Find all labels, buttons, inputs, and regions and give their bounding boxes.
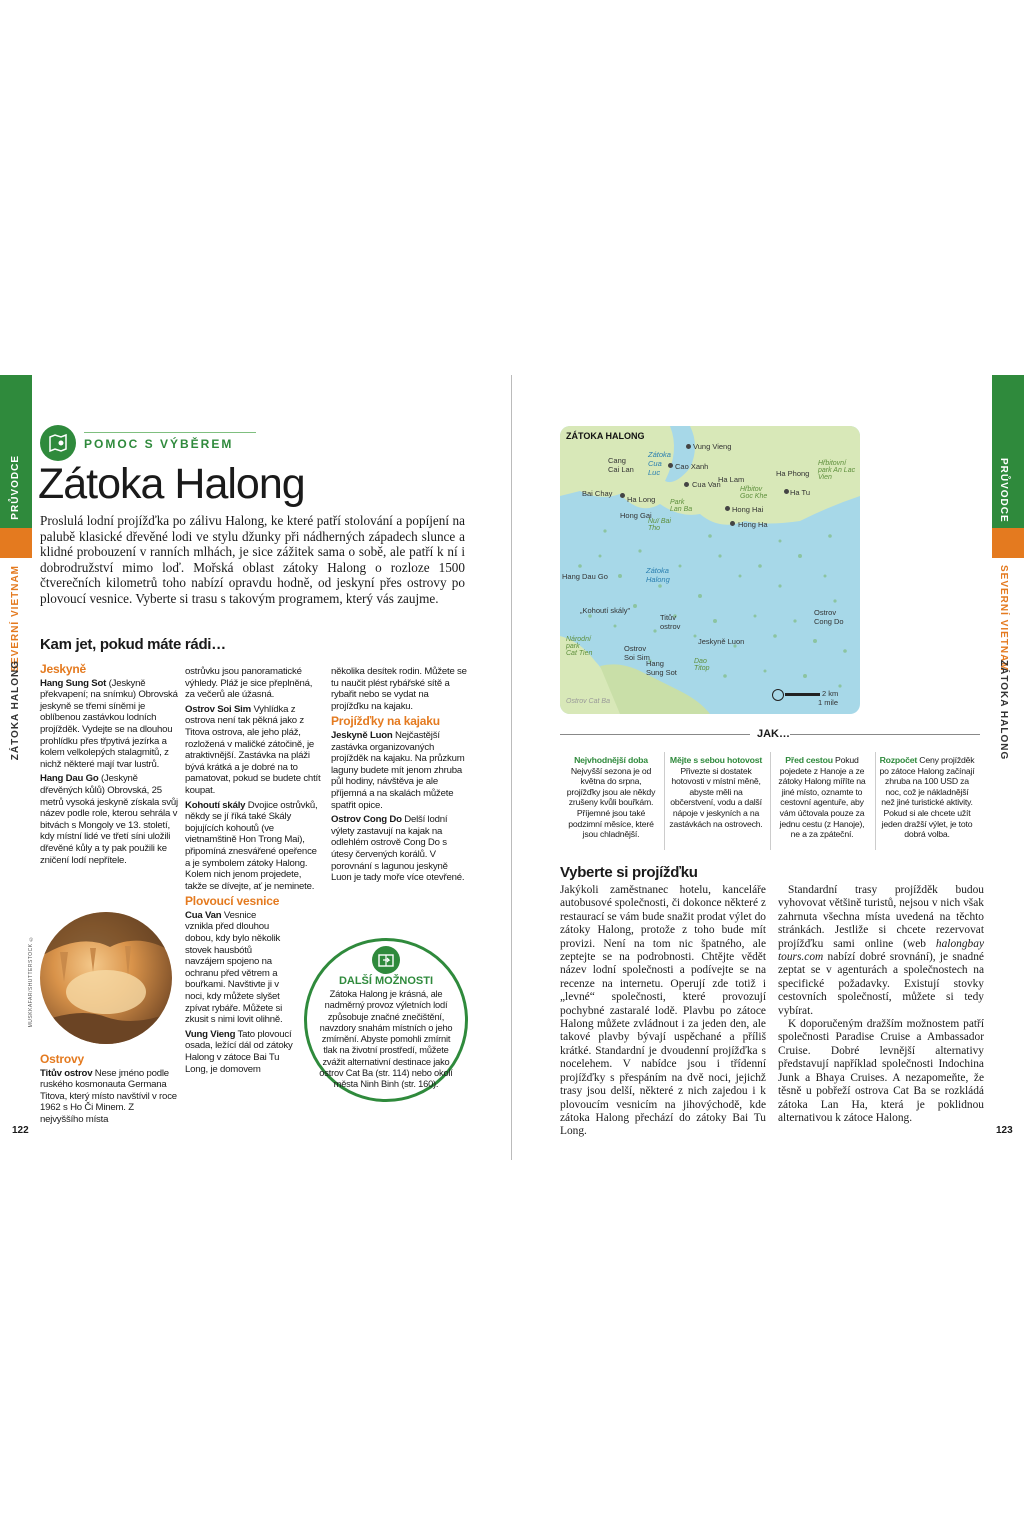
vyberte-right-p1b: nabízí dobré srovnání), je snadné zeptat se v agenturách a společnostech na specifické požadavky. Existují stovky cestovních společností, můžete si tedy vybírat.	[778, 951, 984, 1017]
column-2	[185, 666, 321, 1078]
map-label-hong-hai: Hong Hai	[732, 505, 764, 514]
jak-item-text: Ceny projížděk po zátoce Halong začínají zhruba na 100 USD za noc, což je nákladnější než jiné turistické aktivity. Pokud si ale chcete užít jeden dražší výlet, je toto dobrá volba.	[879, 755, 975, 840]
map-label-cua-van: Cua Van	[692, 480, 721, 489]
page-number-right: 123	[996, 1125, 1013, 1136]
jak-item-title: Nejvhodnější doba	[574, 755, 648, 765]
map-dot-hong-ha	[730, 521, 735, 526]
jak-item-hotovost	[668, 755, 764, 829]
entry-name: Ostrov Cong Do	[331, 814, 402, 826]
map-dot-cua-van	[684, 482, 689, 487]
jak-item-title: Rozpočet	[879, 755, 918, 765]
entry-text: (Jeskyně překvapení; na snímku) Obrovská jeskyně se třemi síněmi je oblíbenou zastávkou lodních projížděk. Vydejte se na dlouhou prohlídku přes třpytivá jezírka a kolem velkolepých stalagmitů, z nichž některé mají tvar lustrů.	[40, 677, 178, 770]
entry-hang-dau-go	[40, 773, 178, 866]
jak-item-text: Přivezte si dostatek hotovosti v místní měně, abyste měli na občerstvení, vodu a další nápoje v jeskyních a na zastávkách na ostrovech.	[669, 765, 763, 829]
entry-cua-van	[185, 910, 285, 1026]
jak-rule-right	[790, 734, 980, 735]
map-scale-bar	[785, 693, 820, 696]
dalsi-title: DALŠÍ MOŽNOSTI	[338, 975, 434, 987]
map-label-hong-gai: Hong Gai	[620, 511, 652, 520]
map-label-park-lan-ba: Park Lan Ba	[670, 499, 693, 513]
column-3	[331, 666, 467, 887]
map-scale-mile: 1 mile	[818, 698, 839, 707]
right-tab-zatoka: ZÁTOKA HALONG	[998, 660, 1009, 761]
vyberte-left-column	[560, 884, 766, 1139]
jak-separator	[875, 752, 876, 850]
jak-item-title: Mějte s sebou hotovost	[669, 755, 763, 765]
map-label-vung-vieng: Vung Vieng	[693, 442, 732, 451]
column-1	[40, 660, 178, 869]
page-gutter	[511, 375, 512, 1160]
map-dot-hong-hai	[725, 506, 730, 511]
entry-kohouti	[185, 800, 321, 893]
map-label-hang-dau-go: Hang Dau Go	[562, 572, 608, 581]
entry-luon	[331, 730, 467, 811]
entry-name: Cua Van	[185, 909, 222, 921]
jak-item-rozpocet	[879, 755, 975, 840]
map-title: ZÁTOKA HALONG	[566, 431, 645, 441]
left-tab-pruvodce: PRŮVODCE	[10, 455, 21, 520]
entry-text: Delší lodní výlety zastavují na kajak na odlehlém ostrově Cong Do s útesy červených korálů. V porovnání s lagunou jeskyně Luon je tady moře více otevřené.	[331, 814, 465, 884]
map-label-cong-do: Ostrov Cong Do	[814, 608, 844, 626]
book-arrow-icon	[372, 946, 400, 974]
map-pin-icon	[40, 425, 76, 461]
page-title: Zátoka Halong	[38, 460, 305, 508]
map-dot-ha-long	[620, 493, 625, 498]
map-label-cao-xanh: Cao Xanh	[675, 462, 709, 471]
right-tab-orange	[992, 528, 1024, 558]
entry-name: Vung Vieng	[185, 1028, 236, 1040]
photo-credit: MUSKKAFAR/SHUTTERSTOCK ©	[28, 935, 34, 1028]
right-tab-pruvodce: PRŮVODCE	[998, 458, 1009, 523]
right-tab-severni: SEVERNÍ VIETNAM	[998, 565, 1009, 672]
entry-titov-cont: ostrůvku jsou panoramatické výhledy. Pláž je sice přeplněná, za večerů ale úžasná.	[185, 666, 313, 701]
vyberte-right-p2: K doporučeným dražším možnostem patří společnosti Paradise Cruise a Ambassador Cruise. Dobré levnější alternativy představují například společnosti Indochina Junk a Bhaya Cruises. A nezapomeňte, že těsně u pobřeží ostrova Cat Ba se rozkládá zátoka Lan Ha, která je poklidnou alternativou k zátoce Halong.	[778, 1018, 984, 1124]
left-tab-orange	[0, 528, 32, 558]
map-label-hang-sung-sot: Hang Sung Sot	[646, 659, 677, 677]
entry-name: Ostrov Soi Sim	[185, 703, 251, 715]
map-label-titov: Titův ostrov	[660, 613, 681, 631]
map-label-gioc-khe: Hřbitov Goc Khe	[740, 486, 768, 500]
jak-item-title: Před cestou	[785, 755, 833, 765]
entry-hang-sung-sot	[40, 678, 178, 771]
map-dot-cao-xanh	[668, 463, 673, 468]
map-label-ha-lam: Ha Lam	[718, 475, 745, 484]
entry-name: Jeskyně Luon	[331, 729, 393, 741]
sub-plovouci: Plovoucí vesnice	[185, 894, 280, 909]
kam-heading: Kam jet, pokud máte rádi…	[40, 636, 226, 653]
entry-name: Kohoutí skály	[185, 799, 246, 811]
map-label-jeskyne-luon: Jeskyně Luon	[698, 637, 745, 646]
entry-text: Vesnice vznikla před dlouhou dobou, kdy bylo několik stovek hausbótů navzájem spojeno na ochranu před větrem a bouřkami. Navštivte ji v noci, kdy můžete slyšet zpívat rybáře. Můžete si zkusit s nimi lovit olihně.	[185, 909, 283, 1026]
map-label-zatoka-halong: Zátoka Halong	[646, 566, 670, 584]
entry-titov	[40, 1068, 178, 1126]
halong-map	[560, 426, 860, 714]
sub-kajak: Projížďky na kajaku	[331, 714, 440, 729]
sub-ostrovy: Ostrovy	[40, 1052, 84, 1066]
map-label-ha-phong: Ha Phong	[776, 469, 810, 478]
map-dot-ha-tu	[784, 489, 789, 494]
kicker-text: POMOC S VÝBĚREM	[84, 437, 234, 451]
entry-text: (Jeskyně dřevěných kůlů) Obrovská, 25 metrů vysoká jeskyně získala svůj název podle role, kterou sehrála v bitvách s Mongoly ve 13. století, kdy místní lidé ve třetí síni uložili dřevěné kůly a ty pak použili ke zničení lodí nepřítele.	[40, 773, 178, 866]
kicker-rule	[84, 432, 256, 433]
map-label-narodni-park: Národní park Cat Tien	[566, 636, 593, 657]
vyberte-right-p1	[778, 884, 984, 1018]
map-label-soi-sim: Ostrov Soi Sim	[624, 644, 650, 662]
map-label-ha-long: Ha Long	[627, 495, 656, 504]
map-label-cat-ba: Ostrov Cat Ba	[566, 698, 610, 705]
jak-item-text: Pokud pojedete z Hanoje a ze zátoky Halong míříte na jiné místo, oznamte to cestovní agentuře, aby vám účtovala pouze za jednu cestu (z Hanoje), ne a za zpáteční.	[778, 755, 866, 840]
jak-heading: JAK…	[757, 728, 791, 740]
entry-text: Nese jméno podle ruského kosmonauta Germana Titova, který místo navštívil v roce 1962 s Ho Či Minem. Z nejvyššího místa	[40, 1067, 177, 1125]
north-arrow-icon	[772, 689, 784, 701]
jak-separator	[770, 752, 771, 850]
entry-text: Nejčastější zastávka organizovaných projížděk na kajaku. Na průzkum laguny budete mít jenom zhruba půl hodiny, návštěva je ale příjemná a na skalách můžete spatřit opice.	[331, 729, 465, 811]
halongbay-link[interactable]: halongbay tours.com	[778, 937, 984, 964]
map-label-cang-cai-lan: Cang Cai Lan	[608, 456, 634, 474]
map-label-kohouti: „Kohoutí skály"	[580, 606, 631, 615]
left-tab-zatoka: ZÁTOKA HALONG	[10, 660, 21, 761]
map-label-ha-tu: Ha Tu	[790, 488, 811, 497]
map-label-nui-bai-tho: Nuï Bai Tho	[648, 518, 671, 532]
vyberte-left-text: Jakýkoli zaměstnanec hotelu, kanceláře autobusové společnosti, či dokonce některé z restaurací se vám bude snažit prodat výlet do zátoky Halong, protože z toho bude mít provizi. Není na tom nic špatného, ale zeptejte se na podrobnosti. Chtějte vědět název lodní společnosti a podívejte se na recenze na internetu. Operují zde totiž i „levné“ společnosti, které provozují pochybné zastaralé lodě. Plavbu po zátoce Halong můžete zvládnout i za jeden den, ale takové plavby bývají uspěchané a příliš krátké. Standardní je dvoudenní projížďka s nocelehem. V nabídce jsou i třídenní projížďky s přespáním na dvě noci, jejichž trasy jsou delší, některé z nich zajedou i k plovoucím vesnicím na jihovýchodě, kde zátoka Halong přechází do zátoky Bai Tu Long.	[560, 884, 766, 1138]
jak-item-text: Nejvyšší sezona je od května do srpna, projížďky jsou ale někdy zrušeny kvůli bouřkám. Příjemné jsou také podzimní měsíce, které jsou chladnější.	[566, 765, 656, 840]
entry-name: Hang Sung Sot	[40, 677, 107, 689]
jak-item-pred-cestou	[774, 755, 870, 840]
entry-text: Tato plovoucí osada, ležící dál od zátoky Halong v zátoce Bai Tu Long, je domovem	[185, 1028, 293, 1075]
intro-paragraph: Proslulá lodní projížďka po zálivu Halong, ke které patří stolování a popíjení na palubě klasické dřevěné lodi ve stylu džunky při nádherných západech slunce a klidné probouzení v ranních mlhách, je sice zážitek sama o sobě, ale patří k ní i dobrodružství mimo loď. Mořská oblast zátoky Halong o rozloze 1500 čtverečních kilometrů toho nabízí opravdu hodně, od jeskyní přes ostrovy po plovoucí vesnice. Vyberte si trasu s takovým programem, který vás zaujme.	[40, 513, 465, 606]
entry-name: Titův ostrov	[40, 1067, 93, 1079]
jak-rule-left	[560, 734, 750, 735]
vyberte-right-p1a: Standardní trasy projížděk budou vyhovovat většině turistů, nejsou v nich však zahrnuta všechna místa uvedená na těchto stránkách. Jestliže si chcete rezervovat projížďku sami online (web	[778, 884, 984, 950]
page-number-left: 122	[12, 1125, 29, 1136]
map-dot-vung-vieng	[686, 444, 691, 449]
vyberte-heading: Vyberte si projížďku	[560, 864, 698, 881]
vyberte-right-column	[778, 884, 984, 1125]
dalsi-text: Zátoka Halong je krásná, ale nadměrný provoz výletních lodí způsobuje značné znečištění, navzdory snahám místních o jeho zmírnění. Abyste pomohli zmírnit tlak na životní prostředí, můžete zvážit alternativní destinace jako ostrov Cat Ba (str. 114) nebo okolí města Ninh Binh (str. 160).	[319, 989, 453, 1090]
entry-cong-do	[331, 814, 467, 884]
entry-name: Hang Dau Go	[40, 773, 99, 785]
entry-vung-vieng	[185, 1029, 300, 1075]
sub-jeskyne: Jeskyně	[40, 662, 86, 676]
entry-vung-vieng-cont: několika desítek rodin. Můžete se tu naučit plést rybářské sítě a rybařit nebo se vydat na projížďku na kajaku.	[331, 666, 467, 712]
left-tab-severni: SEVERNÍ VIETNAM	[10, 565, 21, 672]
column-1-lower	[40, 1050, 178, 1129]
map-label-dao-titop: Dao Titop	[694, 658, 710, 672]
map-label-an-lac: Hřbitovní park An Lac Vien	[818, 460, 856, 481]
map-label-zatoka-cua-luc: Zátoka Cua Luc	[648, 450, 671, 477]
jak-item-doba	[563, 755, 659, 840]
map-label-bai-chay: Bai Chay	[582, 489, 613, 498]
map-scale-km: 2 km	[822, 689, 839, 698]
entry-text: Dvojice ostrůvků, někdy se jí říká také Skály bojujících kohoutů (ve vietnamštině Hon Trong Mai), připomíná znesvářené opeřence a je symbolem zátoky Halong. Kolem nich jenom projedete, takže se dívejte, ať je neminete.	[185, 799, 318, 892]
jak-separator	[664, 752, 665, 850]
cave-photo	[40, 912, 172, 1044]
map-label-hong-ha: Hong Ha	[738, 520, 768, 529]
entry-text: Vyhlídka z ostrova není tak pěkná jako z Titova ostrova, ale jeho pláž, rozložená v maličké zátočině, je atraktivnější. Zastávka na pláži bývá krátká a je dobré na to pamatovat, pokud se budete chtít koupat.	[185, 703, 321, 796]
entry-soi-sim	[185, 704, 321, 797]
